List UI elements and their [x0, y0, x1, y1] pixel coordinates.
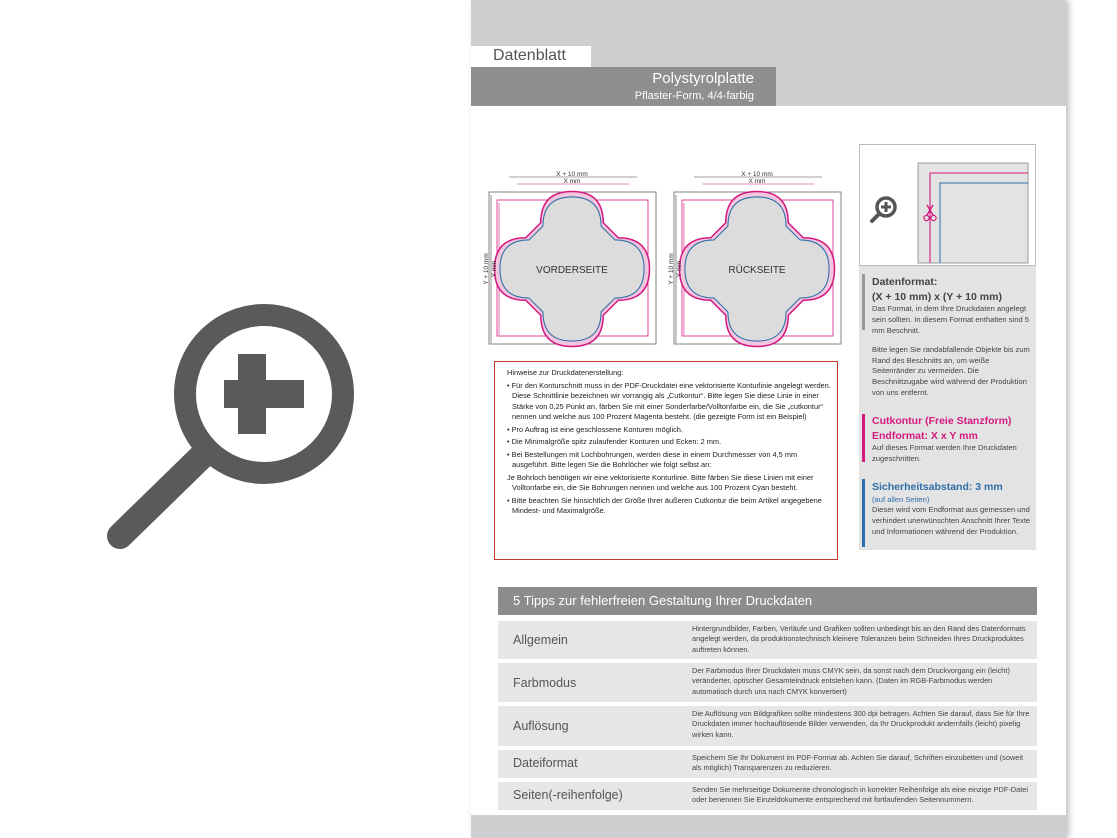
zoom-in-icon	[872, 198, 895, 221]
hint-item: • Bitte beachten Sie hinsichtlich der Größe Ihrer äußeren Cutkontur die beim Artikel angegebene Mindest- und Maximalgröße.	[507, 495, 822, 516]
format-value: (X + 10 mm) x (Y + 10 mm)	[872, 290, 1002, 303]
tip-label: Seiten(-reihenfolge)	[513, 788, 623, 802]
tip-row	[498, 663, 1037, 702]
safe-bar	[862, 479, 865, 547]
back-diagram	[668, 171, 841, 347]
tip-label: Auflösung	[513, 719, 569, 733]
format-title: Datenformat:	[872, 276, 938, 288]
dim-inner-y-front: Y mm	[491, 260, 498, 278]
tip-desc: Hintergrundbilder, Farben, Verläufe und Grafiken sollten unbedingt bis an den Rand des Datenformats angelegt werden, da produktionstechnisch kleinere Toleranzen beim Schneiden Ihres Druckproduktes auftreten können.	[692, 624, 1026, 654]
tip-row	[498, 750, 1037, 778]
dim-inner-x-back: X mm	[748, 178, 766, 185]
dim-outer-x-front: X + 10 mm	[556, 171, 588, 178]
format-desc: Das Format, in dem Ihre Druckdaten angelegt sein sollten. In diesem Format enthalten sind 5 mm Beschnitt.	[872, 304, 1030, 335]
zoom-in-magnifier-icon[interactable]	[100, 270, 360, 550]
product-title-bar	[471, 67, 776, 106]
tip-row	[498, 621, 1037, 659]
product-title: Polystyrolplatte	[652, 70, 754, 87]
tip-row	[498, 706, 1037, 746]
tip-desc: Die Auflösung von Bildgrafiken sollte mindestens 300 dpi betragen. Achten Sie darauf, dass Sie für Ihre Druckdaten immer hochauflösende Bilder verwenden, da Ihr Druckprodukt andernfalls (leicht) pixelig wirken kann.	[692, 709, 1030, 739]
dim-outer-y-front: Y + 10 mm	[483, 253, 490, 285]
tip-label: Dateiformat	[513, 756, 578, 770]
hints-heading: Hinweise zur Druckdatenerstellung:	[507, 368, 624, 377]
print-data-hints	[494, 361, 838, 560]
safe-sub: (auf allen Seiten)	[872, 494, 930, 504]
corner-detail	[859, 144, 1036, 266]
front-diagram	[483, 171, 656, 347]
tip-desc: Speichern Sie Ihr Dokument im PDF-Format ab. Achten Sie darauf, Schriften einzubetten und (soweit als möglich) Transparenzen zu reduzieren.	[692, 753, 1024, 773]
bleed-desc: Bitte legen Sie randabfallende Objekte bis zum Rand des Beschnitts an, um weiße Seitenränder zu vermeiden. Die Beschnittzugabe wird während der Produktion von uns entfernt.	[872, 345, 1030, 397]
tip-row	[498, 782, 1037, 810]
shape-diagram	[471, 165, 861, 355]
tip-desc: Der Farbmodus Ihrer Druckdaten muss CMYK sein, da sonst nach dem Druckvorgang ein (leicht) veränderter, optischer Gesamteindruck entstehen kann. (Daten im RGB-Farbmodus werden automatisch durch uns nach CMYK konvertiert)	[692, 666, 1010, 696]
tip-desc: Senden Sie mehrseitige Dokumente chronologisch in korrekter Reihenfolge als eine einzige PDF-Datei oder benennen Sie Einzeldokumente entsprechend mit fortlaufenden Seitennummern.	[692, 785, 1029, 805]
safe-desc: Dieser wird vom Endformat aus gemessen und verhindert unerwünschten Anschnitt Ihrer Texte und Informationen während der Produktion.	[872, 505, 1031, 536]
dim-inner-y-back: Y mm	[676, 260, 683, 278]
tips-heading: 5 Tipps zur fehlerfreien Gestaltung Ihrer Druckdaten	[498, 587, 1037, 615]
dim-inner-x-front: X mm	[563, 178, 581, 185]
hint-item: • Für den Konturschnitt muss in der PDF-Druckdatei eine vektorisierte Konturlinie angelegt werden. Diese Schnittlinie bezeichnen wir vorrangig als „Cutkontur“. Bitte legen Sie diese Linie in einer Stärke von 0,25 Punkt an, färben Sie mit einer Sonderfarbe/Volltonfarbe ein, die Sie „cutkontur“ nennen und welche aus 100 Prozent Magenta besteht. (die gezeigte Form ist ein Beispiel)	[507, 380, 831, 422]
cut-value: Endformat: X x Y mm	[872, 429, 978, 442]
safe-title: Sicherheitsabstand: 3 mm	[872, 481, 1003, 493]
datasheet-tab-label: Datenblatt	[493, 47, 566, 64]
hint-item: • Pro Auftrag ist eine geschlossene Konturen möglich.	[507, 424, 683, 434]
back-label: RÜCKSEITE	[728, 265, 786, 276]
format-legend	[859, 144, 1036, 550]
hint-item: • Die Minimalgröße spitz zulaufender Konturen und Ecken: 2 mm.	[507, 437, 722, 447]
footer-band	[471, 815, 1066, 838]
hint-item: Je Bohrloch benötigen wir eine vektorisierte Konturlinie. Bitte färben Sie diese Linien mit einer Volltonfarbe ein, die Sie Bohrungen nennen und welche aus 100 Prozent Cyan besteht.	[507, 472, 814, 493]
datasheet-page[interactable]	[471, 0, 1066, 838]
tip-label: Farbmodus	[513, 676, 577, 690]
dim-outer-x-back: X + 10 mm	[741, 171, 773, 178]
hint-item: • Bei Bestellungen mit Lochbohrungen, werden diese in einem Durchmesser von 4,5 mm ausgeführt. Bitte legen Sie die Bohrlöcher wie folgt selbst an:	[507, 449, 798, 470]
cut-title: Cutkontur (Freie Stanzform)	[872, 415, 1012, 427]
cut-bar	[862, 414, 865, 462]
dim-outer-y-back: Y + 10 mm	[668, 253, 675, 285]
product-subtitle: Pflaster-Form, 4/4-farbig	[634, 90, 754, 102]
cut-desc: Auf dieses Format werden Ihre Druckdaten zugeschnitten.	[872, 443, 1017, 463]
format-bar	[862, 274, 865, 330]
tip-label: Allgemein	[513, 633, 568, 647]
front-label: VORDERSEITE	[536, 265, 608, 276]
